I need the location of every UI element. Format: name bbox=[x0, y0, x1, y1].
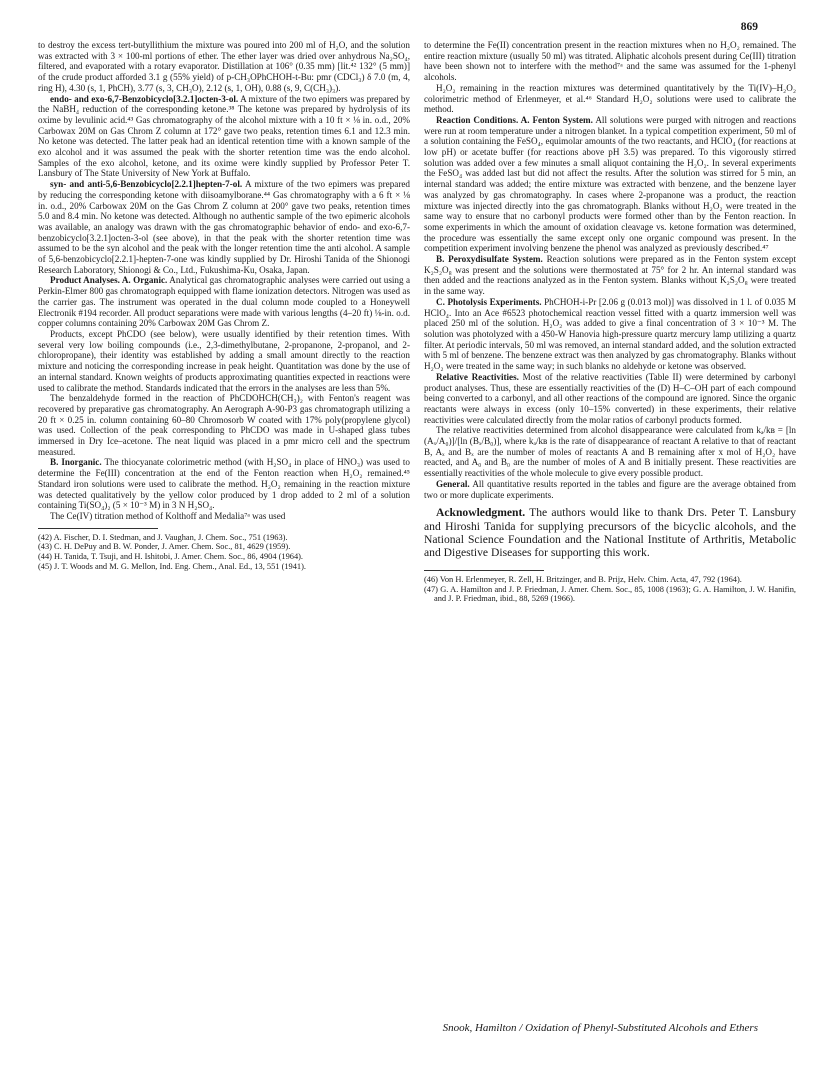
page-number: 869 bbox=[740, 21, 758, 33]
section-heading: syn- and anti-5,6-Benzobicyclo[2.2.1]hepten-7-ol. bbox=[50, 179, 243, 190]
section-paragraph bbox=[424, 479, 796, 500]
section-text: Products, except PhCDO (see below), were usually identified by their retention times. With several very low boiling compounds (i.e., 2,3-dimethylbutane, 2-propanone, 2-propanol, and 2-chloropropane), their identity was established by adding a small amount directly to the reaction mixture and noticing the corresponding increase in peak height. Quantitation was done by the use of an internal standard. Known weights of products approximating quantities expected in reactions were used to calibrate the method. Standards indicated that the errors in the analyses are less than 5%. bbox=[38, 328, 410, 393]
footnote: (47) G. A. Hamilton and J. P. Friedman, J. Amer. Chem. Soc., 85, 1008 (1963); G. A. Hamilton, J. W. Hanifin, and J. P. Friedman, ibid., 88, 5269 (1966). bbox=[424, 584, 796, 604]
section-paragraph bbox=[424, 254, 796, 297]
section-heading: C. Photolysis Experiments. bbox=[436, 296, 542, 307]
section-heading: B. Inorganic. bbox=[50, 457, 102, 468]
footnote: (44) H. Tanida, T. Tsuji, and H. Ishitobi, J. Amer. Chem. Soc., 86, 4904 (1964). bbox=[38, 552, 304, 562]
footnotes bbox=[38, 533, 410, 572]
section-text: H₂O₂ remaining in the reaction mixtures was determined quantitatively by the Ti(IV)–H₂O₂ colorimetric method of Erlenmeyer, et al.⁴⁶ Standard H₂O₂ solutions were used to calibrate the method. bbox=[424, 82, 796, 115]
footnotes bbox=[424, 575, 796, 604]
section-text: to determine the Fe(II) concentration present in the reaction mixtures when no H₂O₂ remained. The entire reaction mixture (usually 50 ml) was titrated. Aliphatic alcohols present during Ce(III) titration have been shown not to interfere with the method⁷ᵃ and the same was assumed for the 1-phenyl alcohols. bbox=[424, 40, 796, 83]
footnote-divider bbox=[38, 528, 158, 529]
section-paragraph bbox=[424, 372, 796, 426]
section-text: The Ce(IV) titration method of Kolthoff and Medalia⁷ᵃ was used bbox=[50, 510, 286, 521]
section-text: The benzaldehyde formed in the reaction of PhCDOHCH(CH₃)₂ with Fenton's reagent was recovered by preparative gas chromatography. An Aerograph A-90-P3 gas chromatograph utilizing a 20 ft × 0.25 in. column containing 60–80 Chromosorb W coated with 17% poly(propylene glycol) was used. Collection of the peak corresponding to PhCDO was made in U-shaped glass tubes immersed in Dry Ice–acetone. The neat liquid was placed in a pmr micro cell and the spectrum measured. bbox=[38, 393, 410, 457]
section-paragraph bbox=[38, 275, 410, 329]
section-paragraph bbox=[38, 393, 410, 457]
acknowledgment-text: The authors would like to thank Drs. Peter T. Lansbury and Hiroshi Tanida for supplying precursors of the bicyclic alcohols, and the National Science Foundation and the National Institute of Arthritis, Metabolic and Digestive Diseases for supporting this work. bbox=[424, 506, 796, 560]
section-paragraph bbox=[424, 40, 796, 83]
footnote: (46) Von H. Erlenmeyer, R. Zell, H. Britzinger, and B. Prijz, Helv. Chim. Acta, 47, 792 (1964). bbox=[424, 574, 742, 584]
section-paragraph bbox=[38, 329, 410, 393]
footnote: (43) C. H. DePuy and B. W. Ponder, J. Amer. Chem. Soc., 81, 4629 (1959). bbox=[38, 542, 291, 552]
section-heading: Relative Reactivities. bbox=[436, 371, 519, 382]
footnote: (42) A. Fischer, D. I. Stedman, and J. Vaughan, J. Chem. Soc., 751 (1963). bbox=[38, 532, 288, 542]
section-text: The relative reactivities determined from alcohol disappearance were calculated from kₐ/kʙ = [ln (Aₓ/A₀)]/[ln (Bₓ/B₀)], where kₐ/kʙ is the rate of disappearance of reactant A relative to that of reactant B, Aₓ and Bₓ are the number of moles of reactants A and B remaining after x mol of H₂O₂ have reacted, and A₀ and B₀ are the number of moles of A and B initially present. These reactivities are essentially reactivities of the whole molecule to give every possible product. bbox=[424, 425, 796, 479]
section-paragraph bbox=[424, 425, 796, 479]
section-heading: General. bbox=[436, 478, 470, 489]
section-text: Analytical gas chromatographic analyses were carried out using a Perkin-Elmer 800 gas chromatograph equipped with flame ionization detectors. Nitrogen was used as the carrier gas. The instrument was operated in the dual column mode coupled to a Honeywell Electronik #194 recorder. All product separations were made with various lengths (4–20 ft) ⅛-in. o.d. copper columns containing 20% Carbowax 20M Gas Chrom Z. bbox=[38, 275, 410, 329]
acknowledgment bbox=[424, 506, 796, 560]
section-heading: Reaction Conditions. A. Fenton System. bbox=[436, 114, 593, 125]
section-paragraph bbox=[38, 457, 410, 511]
section-text: All quantitative results reported in the tables and figure are the average obtained from two or more duplicate experiments. bbox=[424, 478, 796, 500]
left-column bbox=[38, 40, 410, 572]
running-footer: Snook, Hamilton / Oxidation of Phenyl-Substituted Alcohols and Ethers bbox=[442, 1022, 758, 1034]
section-text: A mixture of the two epimers was prepared by the NaBH₄ reduction of the corresponding ketone.³⁸ The ketone was prepared by hydrolysis of its oxime by levulinic acid.⁴³ Gas chromatography of the alcohol mixture with a 10 ft × ⅛ in. o.d., 20% Carbowax 20M on Gas Chrom Z column at 172° gave two peaks, retention times 6.1 and 12.3 min. No ketone was detected. The latter peak had an identical retention time with a known sample of the exo alcohol and it was assumed the peak with the shorter retention time was the endo alcohol. Samples of the exo alcohol, ketone, and its oxime were kindly supplied by Professor Peter T. Lansbury of The State University of New York at Buffalo. bbox=[38, 93, 410, 179]
section-paragraph bbox=[38, 179, 410, 275]
section-heading: Product Analyses. A. Organic. bbox=[50, 275, 168, 286]
section-text: The thiocyanate colorimetric method (with H₂SO₄ in place of HNO₃) was used to determine the Fe(III) concentration at the end of the Fenton reaction when H₂O₂ remained.⁴⁵ Standard iron solutions were used to calibrate the method. H₂O₂ remaining in the reaction mixture was detected qualitatively by the yellow color produced by 1 drop added to 2 ml of a solution containing Ti(SO₄)₂ (5 × 10⁻³ M) in 3 N H₂SO₄. bbox=[38, 457, 410, 511]
section-text: All solutions were purged with nitrogen and reactions were run at room temperature under a nitrogen blanket. In a typical competition experiment, 50 ml of a solution containing the FeSO₄, equimolar amounts of the two reactants, and HClO₄ (for reactions at low pH) or acetate buffer (for reactions above pH 3.5) was prepared. To this vigorously stirred solution was added over a few minutes a small aliquot containing the H₂O₂. In several experiments the FeSO₄ was added last but did not affect the results. After the solution was stirred for 5 min, an internal standard was added; the entire mixture was extracted with benzene, and the benzene layer was analyzed by gas chromatography. In cases where 2-propanone was a product, the reaction mixture was injected directly into the gas chromatograph. Blanks without H₂O₂ were treated in the same way to ensure that no carbonyl products were formed other than by the Fenton reaction. In some experiments in which the amount of oxidation cleavage vs. ketone formation was determined, the procedure was essentially the same except only one organic compound was present. In the competition experiment involving benzene the phenol was analyzed as previously described.⁴⁷ bbox=[424, 114, 797, 254]
footnote-divider bbox=[424, 570, 544, 571]
acknowledgment-title: Acknowledgment. bbox=[436, 506, 526, 520]
section-heading: endo- and exo-6,7-Benzobicyclo[3.2.1]octen-3-ol. bbox=[50, 93, 239, 104]
section-paragraph bbox=[38, 94, 410, 180]
section-text: Reaction solutions were prepared as in the Fenton system except K₂S₂O₈ was present and the solutions were thermostated at 75° for 2 hr. An internal standard was then added and the reactions analyzed as in the Fenton system. Blanks without K₂S₂O₈ were treated in the same way. bbox=[424, 254, 797, 297]
section-heading: B. Peroxydisulfate System. bbox=[436, 254, 543, 265]
right-column bbox=[424, 40, 796, 604]
section-paragraph bbox=[424, 297, 796, 372]
section-text: A mixture of the two epimers was prepared by reducing the corresponding ketone with diisoamylborane.⁴⁴ Gas chromatography with a 6 ft × ⅛ in. o.d., 20% Carbowax 20M on the Gas Chrom Z column at 200° gave two peaks, retention times 5.0 and 8.4 min. No ketone was detected. Although no authentic sample of the two epimeric alcohols was available, an analogy was drawn with the gas chromatographic behavior of endo- and exo-6,7-benzobicyclo[3.2.1]octen-3-ol (see above), in that the peak with the shorter retention time was assumed to be the syn alcohol and the peak with the longer retention time the anti alcohol. A sample of 5,6-benzobicyclo[2.2.1]-hepten-7-one was kindly supplied by Dr. Hiroshi Tanida of the Shionogi Research Laboratory, Shionogi & Co., Ltd., Fukushima-Ku, Osaka, Japan. bbox=[38, 179, 410, 275]
section-text: Most of the relative reactivities (Table II) were determined by carbonyl product analyses. Thus, these are essentially reactivities of the (D) H–C–OH part of each compound being converted to a carbonyl, and all other reactions of the compound are ignored. Since the organic reactants were always in excess (only 10–15% converted) in these experiments, their relative reactivities were calculated directly from the molar ratios of carbonyl products formed. bbox=[424, 371, 796, 425]
paragraph: to destroy the excess tert-butyllithium the mixture was poured into 200 ml of H₂O, and the solution was extracted with 3 × 100-ml portions of ether. The ether layer was dried over anhydrous Na₂SO₄, filtered, and evaporated with a rotary evaporator. Distillation at 106° (0.35 mm) [lit.⁴² 132° (5 mm)] of the crude product afforded 3.1 g (55% yield) of p-CH₃OPhCHOH-t-Bu: pmr (CDCl₃) δ 7.0 (m, 4, ring H), 4.30 (s, 1, PhCH), 3.77 (s, 3, CH₃O), 2.12 (s, 1, OH), 0.88 (s, 9, C(CH₃)₃). bbox=[38, 40, 410, 93]
section-paragraph bbox=[424, 83, 796, 115]
section-paragraph bbox=[424, 115, 796, 254]
section-text: PhCHOH-i-Pr [2.06 g (0.013 mol)] was dissolved in 1 l. of 0.035 M HClO₄. Into an Ace #6523 photochemical reaction vessel fitted with a quartz immersion well was placed 250 ml of the solution. H₂O₂ was added to give a final concentration of 3 × 10⁻³ M. The solution was photolyzed with a 450-W Hanovia high-pressure quartz mercury lamp utilizing a quartz filter. At periodic intervals, 50 ml was removed, an internal standard added, and the solution extracted with 5 ml of benzene. The benzene extract was then analyzed by gas chromatography. Blanks without H₂O₂ were treated in the same way; in such blanks no aldehyde or ketone was observed. bbox=[424, 296, 797, 372]
section-paragraph bbox=[38, 511, 410, 522]
footnote: (45) J. T. Woods and M. G. Mellon, Ind. Eng. Chem., Anal. Ed., 13, 551 (1941). bbox=[38, 562, 307, 572]
